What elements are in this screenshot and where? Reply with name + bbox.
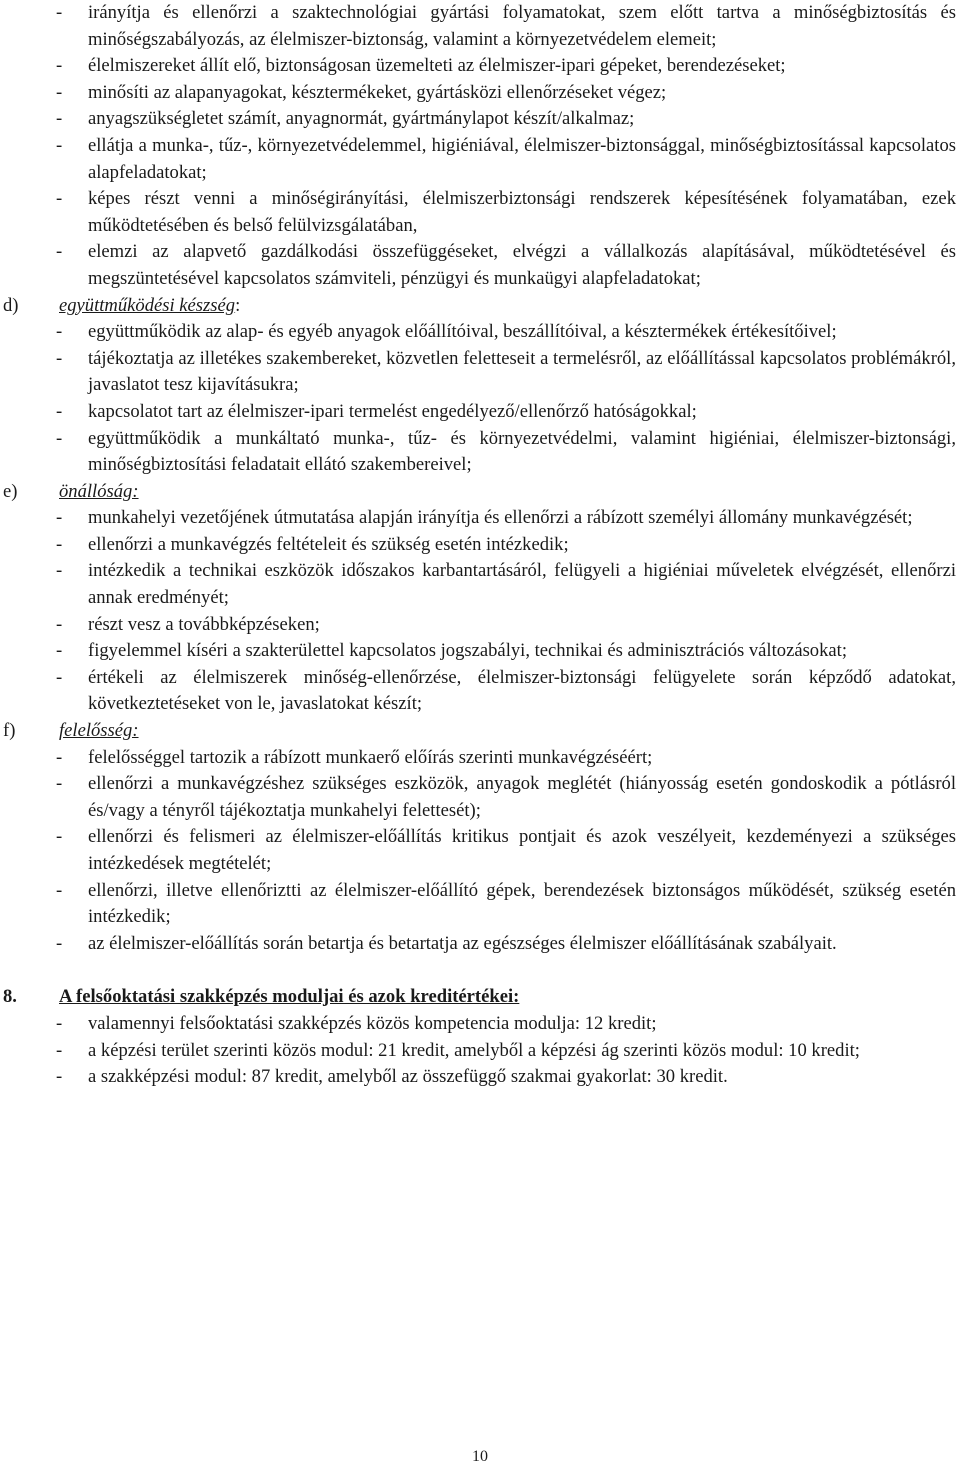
spacer [0, 957, 960, 984]
list-dash: - [56, 1066, 63, 1088]
list-dash: - [56, 347, 63, 369]
list-item [0, 53, 960, 80]
heading-number: 8. [3, 986, 17, 1008]
section-title: önállóság: [59, 480, 139, 502]
list-item [0, 931, 960, 958]
list-dash: - [56, 427, 63, 449]
list-item [0, 824, 960, 877]
list-item [0, 319, 960, 346]
list-dash: - [56, 533, 63, 555]
list-item-text: felelősséggel tartozik a rábízott munkaerő előírás szerinti munkavégzéséért; [88, 746, 653, 768]
list-item-text: munkahelyi vezetőjének útmutatása alapján irányítja és ellenőrzi a rábízott személyi állomány munkavégzését; [88, 507, 913, 529]
list-item-text: képes részt venni a minőségirányítási, élelmiszerbiztonsági rendszerek képesítésének folyamatában, ezek működtetésében és belső felülvizsgálatában, [88, 188, 956, 236]
numbered-heading [0, 984, 960, 1011]
list-dash: - [56, 2, 63, 23]
list-dash: - [56, 826, 63, 848]
list-item-text: együttműködik a munkáltató munka-, tűz- és környezetvédelmi, valamint higiéniai, élelmiszer-biztonsági, minőségbiztosítási feladatait ellátó szakembereivel; [88, 427, 956, 476]
list-item [0, 1064, 960, 1091]
list-item-text: az élelmiszer-előállítás során betartja és betartatja az egészséges élelmiszer előállításának szabályait. [88, 932, 837, 954]
list-dash: - [56, 666, 63, 688]
list-item [0, 558, 960, 611]
list-item-text: ellenőrzi, illetve ellenőriztti az élelmiszer-előállító gépek, berendezések biztonságos működését, szükség esetén intézkedik; [88, 879, 956, 928]
list-item-text: részt vesz a továbbképzéseken; [88, 613, 320, 635]
list-item [0, 1038, 960, 1065]
list-item [0, 186, 960, 239]
list-dash: - [56, 1039, 63, 1061]
list-dash: - [56, 932, 63, 954]
list-item [0, 771, 960, 824]
list-item [0, 745, 960, 772]
list-item-text: intézkedik a technikai eszközök időszakos karbantartásáról, felügyeli a higiéniai műveletek elvégzését, ellenőrzi annak eredményét; [88, 560, 956, 609]
list-item-text: a szakképzési modul: 87 kredit, amelyből az összefüggő szakmai gyakorlat: 30 kredit. [88, 1066, 728, 1088]
list-dash: - [56, 400, 63, 422]
list-item-text: tájékoztatja az illetékes szakembereket, közvetlen feletteseit a termelésről, az előállítással kapcsolatos problémákról, javaslatot tesz kijavításukra; [88, 347, 956, 396]
list-dash: - [56, 879, 63, 901]
list-item [0, 426, 960, 479]
list-item-text: anyagszükségletet számít, anyagnormát, gyártmánylapot készít/alkalmaz; [88, 108, 635, 130]
list-item [0, 0, 960, 53]
list-item [0, 1011, 960, 1038]
list-dash: - [56, 746, 63, 768]
list-dash: - [56, 81, 63, 103]
list-item-text: ellenőrzi a munkavégzés feltételeit és szükség esetén intézkedik; [88, 533, 569, 555]
list-dash: - [56, 108, 63, 130]
list-item-text: minősíti az alapanyagokat, késztermékeket, gyártásközi ellenőrzéseket végez; [88, 81, 667, 103]
section-letter: f) [3, 720, 16, 742]
list-dash: - [56, 613, 63, 635]
list-item-text: ellenőrzi a munkavégzéshez szükséges eszközök, anyagok meglétét (hiányosság esetén gondoskodik a pótlásról és/vagy a tényről tájékoztatja munkahelyi felettesét); [88, 773, 956, 821]
list-item [0, 878, 960, 931]
list-item [0, 106, 960, 133]
list-item-text: irányítja és ellenőrzi a szaktechnológiai gyártási folyamatokat, szem előtt tartva a minőségbiztosítás és minőségszabályozás, az élelmiszer-biztonság, valamint a környezetvédelem elemeit; [88, 2, 956, 50]
heading-title: A felsőoktatási szakképzés moduljai és azok kreditértékei: [59, 986, 520, 1008]
section-heading [0, 479, 960, 506]
list-item-text: elemzi az alapvető gazdálkodási összefüggéseket, elvégzi a vállalkozás alapításával, működtetésével és megszüntetésével kapcsolatos számviteli, pénzügyi és munkaügyi alapfeladatokat; [88, 241, 956, 289]
section-title-suffix: : [235, 294, 241, 316]
list-item [0, 399, 960, 426]
list-dash: - [56, 134, 63, 156]
list-item-text: kapcsolatot tart az élelmiszer-ipari termelést engedélyező/ellenőrző hatóságokkal; [88, 400, 697, 422]
list-item [0, 346, 960, 399]
section-title: együttműködési készség [59, 294, 236, 316]
list-item-text: valamennyi felsőoktatási szakképzés közös kompetencia modulja: 12 kredit; [88, 1012, 657, 1034]
list-item [0, 239, 960, 292]
list-item [0, 80, 960, 107]
list-item-text: értékeli az élelmiszerek minőség-ellenőrzése, élelmiszer-biztonsági felügyelete során képződő adatokat, következtetéseket von le, javaslatokat készít; [88, 666, 956, 715]
list-item-text: élelmiszereket állít elő, biztonságosan üzemelteti az élelmiszer-ipari gépeket, berendezéseket; [88, 55, 786, 77]
list-item [0, 133, 960, 186]
section-letter: d) [3, 294, 19, 316]
list-dash: - [56, 321, 63, 343]
list-dash: - [56, 640, 63, 662]
list-dash: - [56, 773, 63, 795]
list-dash: - [56, 188, 63, 210]
list-item-text: figyelemmel kíséri a szakterülettel kapcsolatos jogszabályi, technikai és adminisztrációs változásokat; [88, 640, 847, 662]
list-item [0, 532, 960, 559]
section-title: felelősség: [59, 720, 139, 742]
page-number: 10 [472, 1448, 488, 1465]
section-heading [0, 293, 960, 320]
list-item [0, 665, 960, 718]
list-item [0, 612, 960, 639]
list-item [0, 638, 960, 665]
list-item-text: a képzési terület szerinti közös modul: 21 kredit, amelyből a képzési ág szerinti közös modul: 10 kredit; [88, 1039, 860, 1061]
list-dash: - [56, 55, 63, 77]
list-item [0, 505, 960, 532]
list-dash: - [56, 1012, 63, 1034]
list-item-text: ellátja a munka-, tűz-, környezetvédelemmel, higiéniával, élelmiszer-biztonsággal, minőségbiztosítással kapcsolatos alapfeladatokat; [88, 134, 956, 183]
section-heading [0, 718, 960, 745]
list-item-text: együttműködik az alap- és egyéb anyagok előállítóival, beszállítóival, a késztermékek értékesítőivel; [88, 321, 837, 343]
section-letter: e) [3, 480, 18, 502]
list-dash: - [56, 560, 63, 582]
list-item-text: ellenőrzi és felismeri az élelmiszer-előállítás kritikus pontjait és azok veszélyeit, kezdeményezi a szükséges intézkedések megtételét; [88, 826, 956, 874]
list-dash: - [56, 507, 63, 529]
list-dash: - [56, 241, 63, 263]
